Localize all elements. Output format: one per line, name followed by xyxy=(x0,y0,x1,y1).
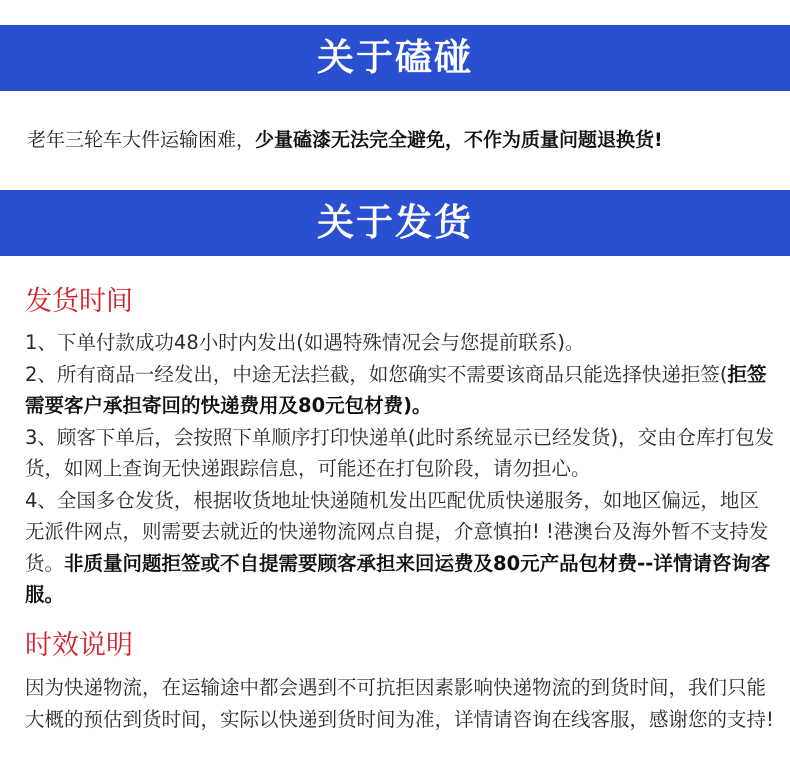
timeliness-content xyxy=(25,672,775,735)
bump-policy-title: 关于磕碰 xyxy=(317,36,473,79)
bump-policy-banner xyxy=(0,25,790,91)
shipping-time-content xyxy=(25,327,775,611)
shipping-item-2-bold: 拒签需要客户承担寄回的快递费用及80元包材费 xyxy=(25,362,767,417)
shipping-policy-title: 关于发货 xyxy=(317,201,473,244)
shipping-item-2-text: 2、所有商品一经发出，中途无法拦截，如您确实不需要该商品只能选择快递拒签( xyxy=(25,362,728,386)
shipping-item-4 xyxy=(25,485,775,611)
shipping-item-3: 3、顾客下单后，会按照下单顺序打印快递单(此时系统显示已经发货)，交由仓库打包发货，如网上查询无快递跟踪信息，可能还在打包阶段，请勿担心。 xyxy=(25,425,775,480)
shipping-item-4-text: 4、全国多仓发货，根据收货地址快递随机发出匹配优质快递服务，如地区偏远，地区无派件网点，则需要去就近的快递物流网点自提，介意慎拍! !港澳台及海外暂不支持发货。 xyxy=(25,488,769,575)
shipping-item-4-bold: 非质量问题拒签或不自提需要顾客承担来回运费及80元产品包材费--详情请咨询客服。 xyxy=(25,551,771,606)
shipping-item-1: 1、下单付款成功48小时内发出(如遇特殊情况会与您提前联系)。 xyxy=(25,331,585,354)
bump-notice xyxy=(27,125,780,155)
shipping-item-2-end: )。 xyxy=(403,394,432,417)
shipping-item-2 xyxy=(25,359,775,422)
bump-notice-bold: 少量磕漆无法完全避免，不作为质量问题退换货! xyxy=(255,129,663,151)
timeliness-heading: 时效说明 xyxy=(25,630,133,661)
timeliness-text: 因为快递物流，在运输途中都会遇到不可抗拒因素影响快递物流的到货时间，我们只能大概的预估到货时间，实际以快递到货时间为准，详情请咨询在线客服，感谢您的支持! xyxy=(25,676,774,731)
shipping-time-heading: 发货时间 xyxy=(25,286,133,317)
shipping-policy-banner xyxy=(0,190,790,256)
bump-notice-text: 老年三轮车大件运输困难， xyxy=(27,129,256,151)
